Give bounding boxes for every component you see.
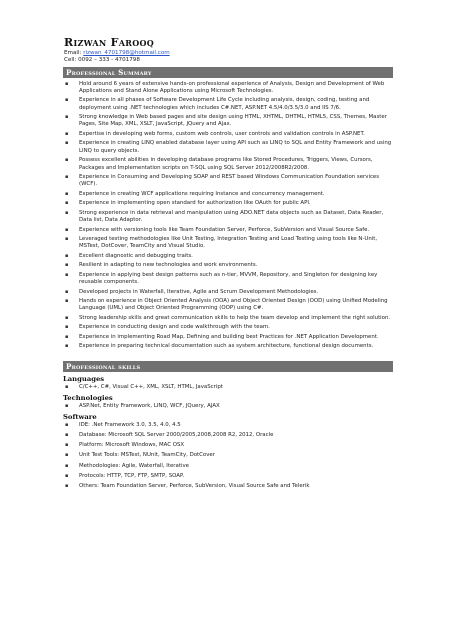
- cell-number: 0092 – 333 - 4701798: [78, 57, 140, 64]
- list-item: ▪ Strong knowledge in Web based pages and site design using HTML, XHTML, DHTML, HTML5, CSS, Themes, Master Pages, Site Map, XML, XSLT, JavaScript, JQuery and Ajax.: [63, 114, 393, 129]
- list-item: ▪ Experience in implementing Road Map, Defining and building best Practices for .NET Application Development.: [63, 334, 393, 341]
- section-title-skills: Professional skills: [66, 361, 141, 371]
- list-item: ▪ Platform: Microsoft Windows, MAC OSX: [63, 442, 393, 449]
- section-title-summary: Professional Summary: [66, 67, 152, 77]
- list-item: ▪ Hold around 6 years of extensive hands-on professional experience of Analysis, Design and Development of Web Applications and Stand Alone Applications using Microsoft Technologies.: [63, 81, 393, 96]
- list-item: ▪ Experience in all phases of Software Development Life Cycle including analysis, design, coding, testing and deployment using .NET technologies which includes C#.NET, ASP.NET 4.5/4.0/3.5/3.0 and IIS 7/6.: [63, 97, 393, 112]
- list-item: ▪ ASP.Net, Entity Framework, LINQ, WCF, JQuery, AJAX: [63, 403, 393, 410]
- list-item: ▪ Developed projects in Waterfall, Iterative, Agile and Scrum Development Methodologies.: [63, 289, 393, 296]
- list-item: ▪ Experience in implementing open standard for authorization like OAuth for public API.: [63, 200, 393, 207]
- list-item: ▪ Experience in creating LINQ enabled database layer using API such as LINQ to SQL and Entity Framework and using LINQ to query objects.: [63, 140, 393, 155]
- resume-page: [63, 36, 393, 493]
- candidate-name: Rizwan Farooq: [64, 36, 155, 49]
- list-item: ▪ Experience in conducting design and code walkthrough with the team.: [63, 324, 393, 331]
- section-header-skills: [63, 361, 393, 372]
- list-item: ▪ Experience in preparing technical documentation such as system architecture, functional design documents.: [63, 343, 393, 350]
- contact-email-line: [64, 50, 393, 57]
- list-item: ▪ Strong experience in data retrieval and manipulation using ADO.NET data objects such as Dataset, Data Reader, Data list, Data Adaptor.: [63, 210, 393, 225]
- list-item: ▪ Experience in creating WCF applications requiring Instance and concurrency management.: [63, 191, 393, 198]
- list-item: ▪ Experience with versioning tools like Team Foundation Server, Perforce, SubVersion and Visual Source Safe.: [63, 227, 393, 234]
- skills-section: [63, 375, 393, 490]
- list-item: ▪ C/C++, C#, Visual C++, XML, XSLT, HTML, JavaScript: [63, 384, 393, 391]
- list-item: ▪ IDE: .Net Framework 3.0, 3.5, 4.0, 4.5: [63, 422, 393, 429]
- technologies-list: [63, 403, 393, 410]
- list-item: ▪ Unit Test Tools: MSTest, NUnit, TeamCity, DotCover: [63, 452, 393, 459]
- software-heading: Software: [63, 413, 97, 422]
- list-item: ▪ Leveraged testing methodologies like Unit Testing, Integration Testing and Load Testing using tools like N-Unit, MSTest, DotCover, TeamCity and Visual Studio.: [63, 236, 393, 251]
- email-link[interactable]: rizwan_4701798@hotmail.com: [83, 50, 170, 56]
- list-item: ▪ Database: Microsoft SQL Server 2000/2005,2008,2008 R2, 2012, Oracle: [63, 432, 393, 439]
- list-item: ▪ Expertise in developing web forms, custom web controls, user controls and validation controls in ASP.NET.: [63, 131, 393, 138]
- list-item: ▪ Experience in applying best design patterns such as n-tier, MVVM, Repository, and Singleton for designing key reusable components.: [63, 272, 393, 287]
- languages-heading: Languages: [63, 374, 105, 383]
- list-item: ▪ Resilient in adapting to new technologies and work environments.: [63, 262, 393, 269]
- software-list: [63, 422, 393, 490]
- summary-list: [63, 81, 393, 351]
- cell-label: Cell:: [64, 57, 77, 64]
- email-label: Email:: [64, 50, 82, 56]
- list-item: ▪ Others: Team Foundation Server, Perforce, SubVersion, Visual Source Safe and Telerik: [63, 483, 393, 490]
- technologies-heading: Technologies: [63, 393, 113, 402]
- list-item: ▪ Hands on experience in Object Oriented Analysis (OOA) and Object Oriented Design (OOD) using Unified Modeling Language (UML) and Object Oriented Programming (OOP) using C#.: [63, 298, 393, 313]
- contact-cell-line: [64, 57, 393, 64]
- list-item: ▪ Protocols: HTTP, TCP, FTP, SMTP, SOAP.: [63, 473, 393, 480]
- list-item: ▪ Strong leadership skills and great communication skills to help the team develop and implement the right solution.: [63, 315, 393, 322]
- list-item: ▪ Possess excellent abilities in developing database programs like Stored Procedures, Triggers, Views, Cursors, Packages and Implementation scripts on T-SQL using SQL Server 2012/2008R2/2008.: [63, 157, 393, 172]
- list-item: ▪ Excellent diagnostic and debugging traits.: [63, 253, 393, 260]
- section-header-summary: [63, 67, 393, 78]
- list-item: ▪ Methodologies: Agile, Waterfall, Iterative: [63, 463, 393, 470]
- list-item: ▪ Experience in Consuming and Developing SOAP and REST based Windows Communication Foundation services (WCF).: [63, 174, 393, 189]
- languages-list: [63, 384, 393, 391]
